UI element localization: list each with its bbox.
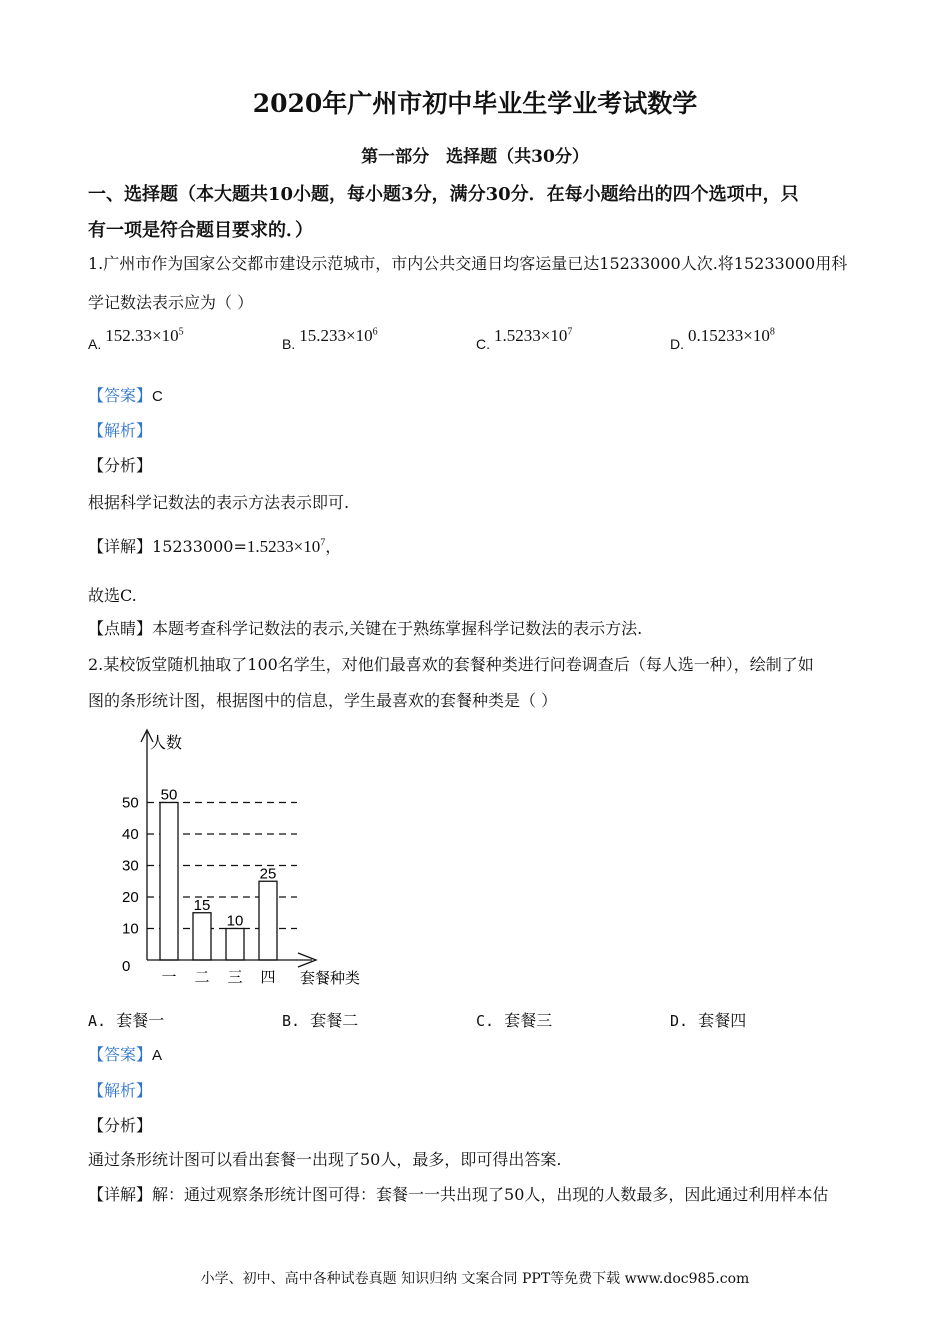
detail-text: 解：通过观察条形统计图可得：套餐一一共出现了50人，出现的人数最多，因此通过利用样本估 [152, 1185, 829, 1204]
q1-detail [88, 534, 341, 557]
bar-chart [112, 726, 382, 990]
x-tick-label: 三 [227, 969, 243, 986]
option-label: A. [88, 336, 102, 352]
q1-fenxi: 根据科学记数法的表示方法表示即可. [88, 493, 350, 512]
bar [160, 803, 178, 961]
option-label: B. [282, 1012, 301, 1030]
q2-text-line1: 2.某校饭堂随机抽取了100名学生，对他们最喜欢的套餐种类进行问卷调查后（每人选一种），绘制了如 [88, 655, 814, 674]
y-axis-title: 人数 [150, 735, 183, 752]
q2-fenxi: 通过条形统计图可以看出套餐一出现了50人，最多，即可得出答案. [88, 1150, 562, 1169]
y-tick-label: 40 [122, 826, 139, 843]
option-math: $15.233\times 10^6$ [299, 326, 378, 345]
q1-option-a [88, 326, 184, 354]
answer-tag: 【答案】 [88, 386, 153, 405]
section-heading-line2: 有一项是符合题目要求的．） [88, 220, 313, 241]
q2-option-b [282, 1008, 358, 1031]
x-tick-label: 二 [194, 969, 210, 986]
option-label: A. [88, 1012, 107, 1030]
q2-option-c [476, 1008, 552, 1031]
y-tick-label: 50 [122, 794, 139, 812]
x-axis-title: 套餐种类 [300, 970, 361, 987]
section-heading-line1: 一、选择题（本大题共10小题，每小题3分，满分30分．在每小题给出的四个选项中，只 [88, 184, 799, 205]
detail-math: $1.5233\times 10^7$ [246, 537, 326, 556]
detail-punct: ， [325, 537, 342, 556]
y-tick-label: 20 [122, 889, 139, 906]
bar [226, 929, 244, 961]
q1-conclusion: 故选C. [88, 586, 137, 605]
option-math: $152.33\times 10^5$ [105, 326, 184, 345]
bar-value-label: 10 [226, 912, 244, 930]
option-label: C. [476, 336, 490, 352]
q1-comment [88, 616, 642, 639]
option-label: D. [670, 336, 684, 352]
detail-tag: 【详解】 [88, 1185, 153, 1204]
x-tick-label: 四 [260, 969, 276, 986]
option-label: C. [476, 1012, 495, 1030]
option-text: 套餐一 [116, 1011, 165, 1030]
q1-option-d [670, 326, 775, 354]
q1-fenxi-tag: 【分析】 [88, 456, 153, 475]
answer-value: C [152, 388, 163, 405]
option-label: D. [670, 1012, 689, 1030]
y-tick-label: 0 [122, 958, 131, 975]
bar [259, 881, 277, 960]
x-tick-label: 一 [161, 969, 177, 986]
option-math: $1.5233\times 10^7$ [494, 326, 573, 345]
option-text: 套餐三 [504, 1011, 553, 1030]
q2-detail [88, 1182, 828, 1205]
q2-option-d [670, 1008, 746, 1031]
q1-answer [88, 383, 163, 406]
q2-answer [88, 1042, 162, 1065]
q1-analysis-tag: 【解析】 [88, 421, 153, 440]
bar-value-label: 50 [160, 786, 178, 804]
q2-text-line2: 图的条形统计图，根据图中的信息，学生最喜欢的套餐种类是（ ） [88, 691, 558, 710]
comment-tag: 【点睛】 [88, 619, 153, 638]
bar-value-label: 25 [259, 865, 277, 883]
bar-value-label: 15 [193, 896, 211, 914]
detail-number: 15233000= [152, 537, 247, 556]
answer-tag: 【答案】 [88, 1045, 153, 1064]
page-footer: 小学、初中、高中各种试卷真题 知识归纳 文案合同 PPT等免费下载 www.doc985.com [200, 1271, 750, 1287]
q2-analysis-tag: 【解析】 [88, 1081, 153, 1100]
q1-option-b [282, 326, 378, 354]
detail-tag: 【详解】 [88, 537, 153, 556]
option-text: 套餐二 [310, 1011, 359, 1030]
q2-option-a [88, 1008, 164, 1031]
option-math: $0.15233\times 10^8$ [688, 326, 775, 345]
q1-text-line1: 1.广州市作为国家公交都市建设示范城市，市内公共交通日均客运量已达15233000人次.将15233000用科 [88, 254, 848, 273]
q1-text-line2: 学记数法表示应为（ ） [88, 293, 254, 312]
y-tick-label: 10 [122, 920, 139, 938]
comment-text: 本题考查科学记数法的表示,关键在于熟练掌握科学记数法的表示方法. [152, 619, 643, 638]
y-tick-label: 30 [122, 857, 139, 875]
option-text: 套餐四 [698, 1011, 747, 1030]
option-label: B. [282, 336, 296, 352]
page-title: 2020年广州市初中毕业生学业考试数学 [252, 89, 698, 118]
answer-value: A [152, 1047, 163, 1064]
q1-option-c [476, 326, 573, 354]
part-heading: 第一部分 选择题（共30分） [361, 147, 589, 167]
bar [193, 913, 211, 960]
q2-fenxi-tag: 【分析】 [88, 1116, 153, 1135]
